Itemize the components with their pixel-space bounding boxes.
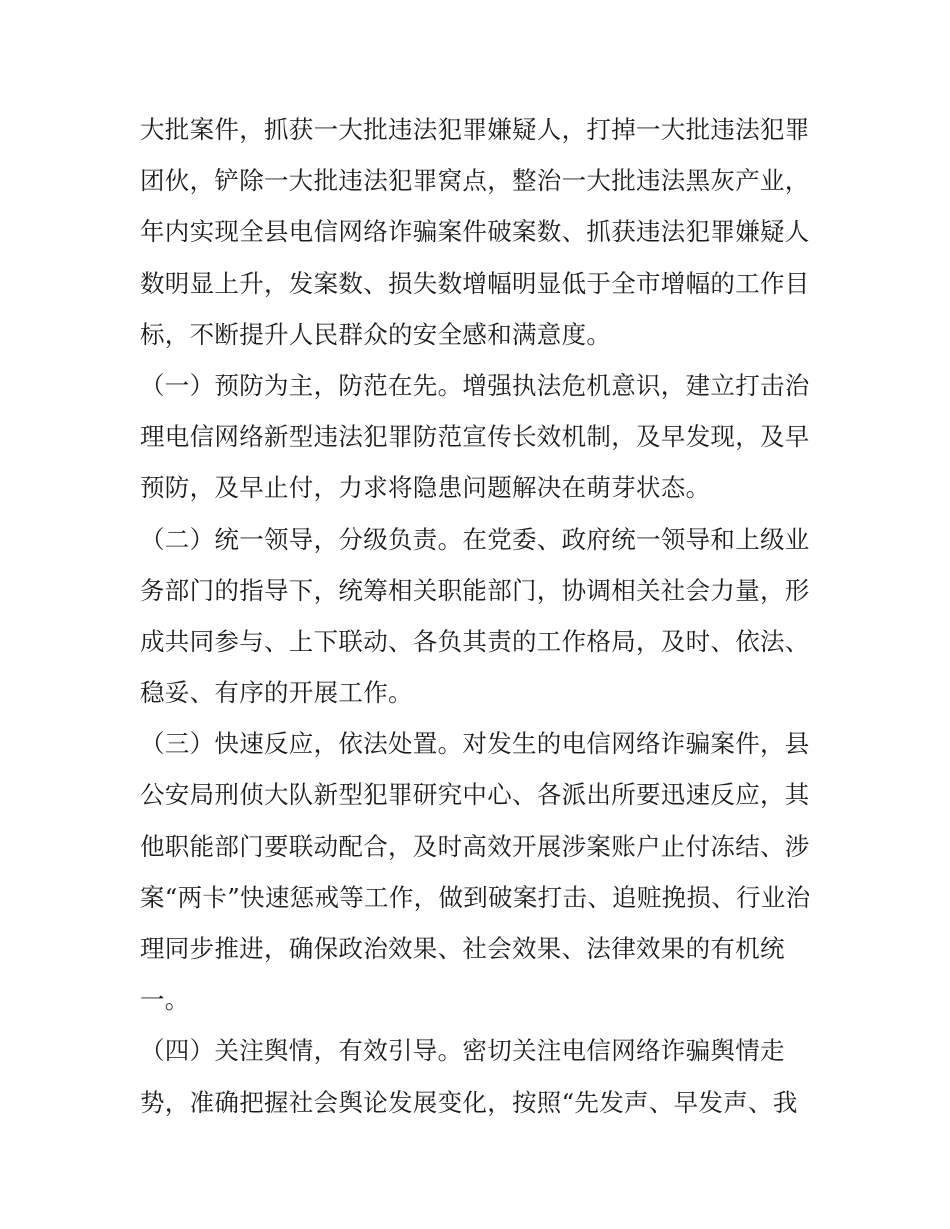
text-line-9: （二）统一领导，分级负责。在党委、政府统一领导和上级业 [140, 524, 810, 554]
text-line-20: 势，准确把握社会舆论发展变化，按照“先发声、早发声、我 [140, 1087, 798, 1117]
text-line-1: 大批案件，抓获一大批违法犯罪嫌疑人，打掉一大批违法犯罪 [140, 115, 810, 144]
text-line-8: 预防，及早止付，力求将隐患问题解决在萌芽状态。 [140, 473, 711, 503]
text-line-15: 他职能部门要联动配合，及时高效开展涉案账户止付冻结、涉 [140, 831, 810, 861]
text-line-14: 公安局刑侦大队新型犯罪研究中心、各派出所要迅速反应，其 [140, 780, 810, 810]
text-line-18: 一。 [140, 985, 190, 1015]
text-line-5: 标，不断提升人民群众的安全感和满意度。 [140, 319, 612, 349]
text-line-13: （三）快速反应，依法处置。对发生的电信网络诈骗案件，县 [140, 729, 810, 759]
text-line-10: 务部门的指导下，统筹相关职能部门，协调相关社会力量，形 [140, 575, 810, 605]
text-line-3: 年内实现全县电信网络诈骗案件破案数、抓获违法犯罪嫌疑人 [140, 217, 810, 247]
text-line-4: 数明显上升，发案数、损失数增幅明显低于全市增幅的工作目 [140, 268, 810, 298]
text-line-7: 理电信网络新型违法犯罪防范宣传长效机制，及早发现，及早 [140, 422, 810, 452]
text-line-16: 案“两卡”快速惩戒等工作，做到破案打击、追赃挽损、行业治 [140, 882, 811, 912]
text-line-17: 理同步推进，确保政治效果、社会效果、法律效果的有机统 [140, 934, 785, 963]
text-line-6: （一）预防为主，防范在先。增强执法危机意识，建立打击治 [140, 370, 810, 400]
text-line-12: 稳妥、有序的开展工作。 [140, 678, 413, 708]
document-body [140, 104, 820, 1128]
text-line-2: 团伙，铲除一大批违法犯罪窝点，整治一大批违法黑灰产业， [140, 166, 810, 196]
text-line-19: （四）关注舆情，有效引导。密切关注电信网络诈骗舆情走 [140, 1036, 785, 1066]
text-line-11: 成共同参与、上下联动、各负其责的工作格局，及时、依法、 [140, 626, 810, 656]
